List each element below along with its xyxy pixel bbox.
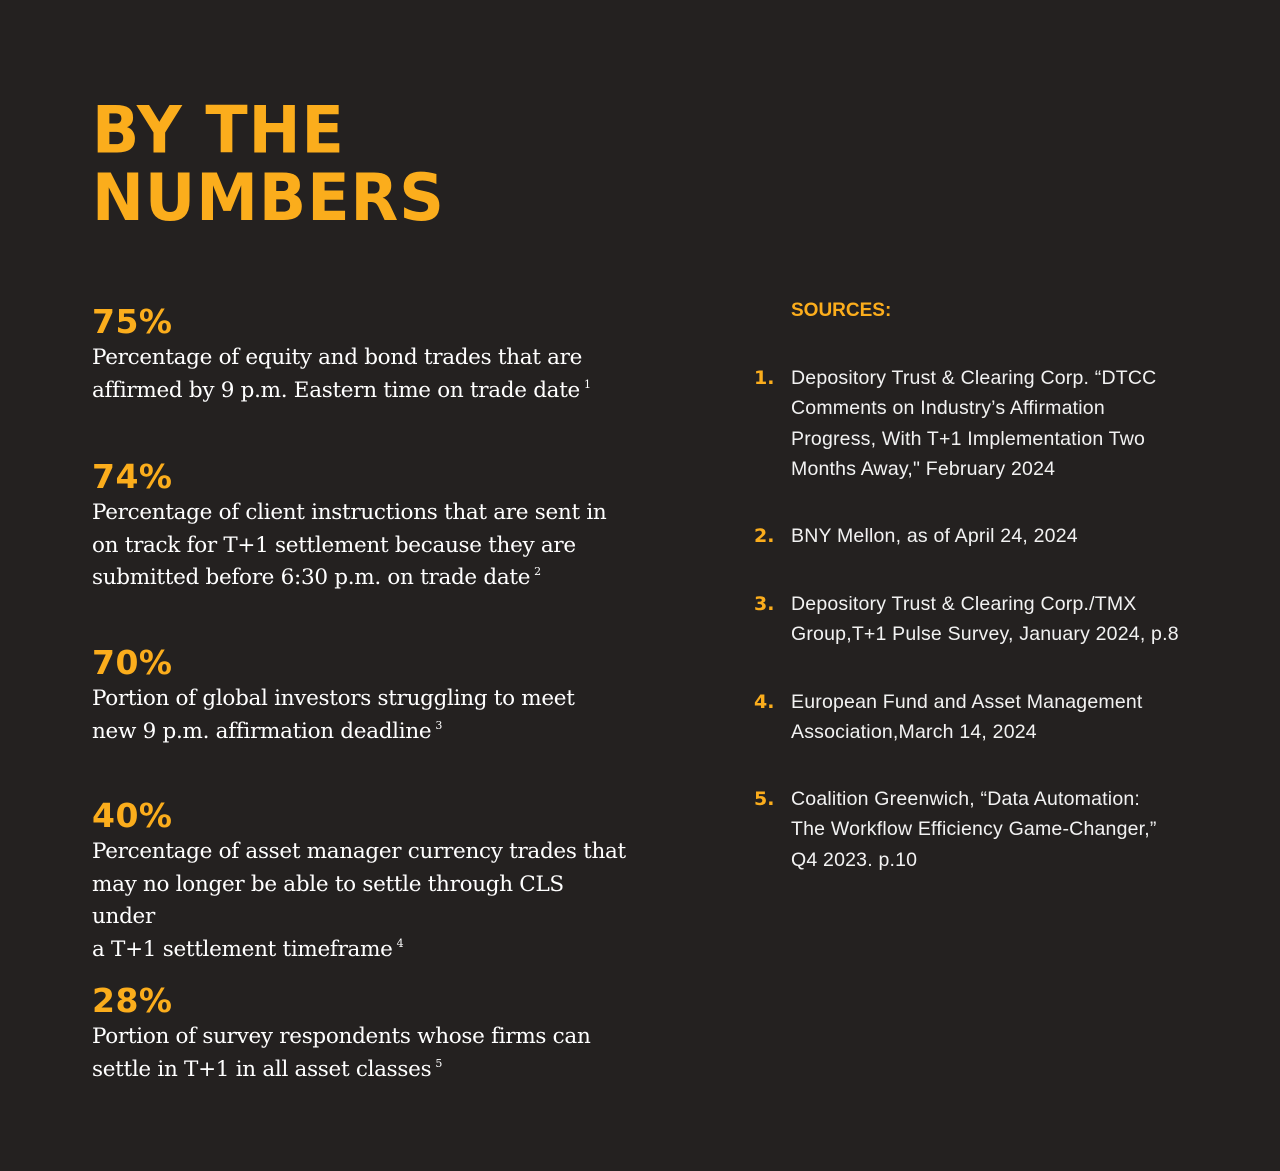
- source-item-4: [754, 687, 1224, 748]
- stat-description-line: on track for T+1 settlement because they are: [92, 532, 576, 558]
- stat-value: 75%: [92, 302, 173, 341]
- footnote-ref: 5: [435, 1056, 443, 1070]
- source-text: [791, 687, 1224, 748]
- source-line: The Workflow Efficiency Game-Changer,”: [791, 818, 1157, 841]
- stat-description-line: Portion of survey respondents whose firms can: [92, 1024, 591, 1049]
- stat-description: [92, 836, 632, 966]
- stat-description-line: Percentage of asset manager currency trades that: [92, 839, 626, 864]
- source-line: Group,T+1 Pulse Survey, January 2024, p.8: [791, 623, 1179, 646]
- stat-value: 40%: [92, 796, 173, 835]
- stat-description: [92, 683, 632, 748]
- source-line: Q4 2023. p.10: [791, 848, 918, 871]
- stat-description-line: Percentage of equity and bond trades that are: [92, 345, 583, 370]
- source-text: [791, 784, 1224, 875]
- source-number: 3.: [754, 593, 775, 615]
- source-line: European Fund and Asset Management: [791, 691, 1143, 713]
- source-text: [791, 521, 1224, 551]
- stat-description: [92, 342, 632, 407]
- stat-description-line: Percentage of client instructions that are sent in: [92, 500, 607, 525]
- source-line: Depository Trust & Clearing Corp./TMX: [791, 593, 1137, 615]
- stat-description-line: submitted before 6:30 p.m. on trade date $^2$: [92, 565, 541, 590]
- source-item-5: [754, 784, 1224, 875]
- source-line: Progress, With T+1 Implementation Two: [791, 427, 1146, 450]
- stat-value: 28%: [92, 981, 173, 1020]
- source-item-3: [754, 589, 1224, 650]
- source-text: [791, 363, 1224, 484]
- stat-description: [92, 497, 632, 595]
- footnote-ref: 2: [534, 565, 541, 578]
- stat-28: [92, 981, 632, 1086]
- stat-74: [92, 457, 632, 595]
- footnote-ref: 1: [583, 377, 591, 391]
- source-line: Association,March 14, 2024: [791, 721, 1037, 744]
- source-number: 4.: [754, 691, 775, 713]
- stat-70: [92, 643, 632, 748]
- source-number: 5.: [754, 788, 775, 810]
- stat-description-line: affirmed by 9 p.m. Eastern time on trade date $^1$: [92, 377, 591, 403]
- stat-75: [92, 302, 632, 407]
- source-item-2: [754, 521, 1224, 551]
- source-item-1: [754, 363, 1224, 484]
- footnote-ref: 3: [435, 718, 443, 732]
- stat-description-line: a T+1 settlement timeframe $^4$: [92, 936, 404, 962]
- source-line: Coalition Greenwich, “Data Automation:: [791, 788, 1141, 810]
- source-line: Comments on Industry’s Affirmation: [791, 397, 1105, 420]
- sources-heading: SOURCES:: [791, 300, 892, 321]
- stat-value: 74%: [92, 457, 173, 496]
- page-title: [92, 91, 445, 236]
- stat-value: 70%: [92, 643, 173, 682]
- stat-description-line: new 9 p.m. affirmation deadline $^3$: [92, 718, 443, 744]
- stat-description: [92, 1021, 632, 1086]
- stat-description-line: may no longer be able to settle through CLS under: [92, 871, 564, 929]
- stat-40: [92, 796, 632, 966]
- stat-description-line: settle in T+1 in all asset classes $^5$: [92, 1056, 443, 1082]
- page-title-line-2: NUMBERS: [92, 158, 445, 236]
- source-number: 1.: [754, 367, 775, 389]
- source-line: BNY Mellon, as of April 24, 2024: [791, 525, 1078, 547]
- source-text: [791, 589, 1224, 650]
- page-title-line-1: BY THE: [92, 91, 345, 169]
- source-line: Months Away," February 2024: [791, 457, 1056, 480]
- source-line: Depository Trust & Clearing Corp. “DTCC: [791, 367, 1157, 389]
- source-number: 2.: [754, 525, 775, 547]
- footnote-ref: 4: [396, 936, 404, 950]
- stat-description-line: Portion of global investors struggling to meet: [92, 686, 575, 711]
